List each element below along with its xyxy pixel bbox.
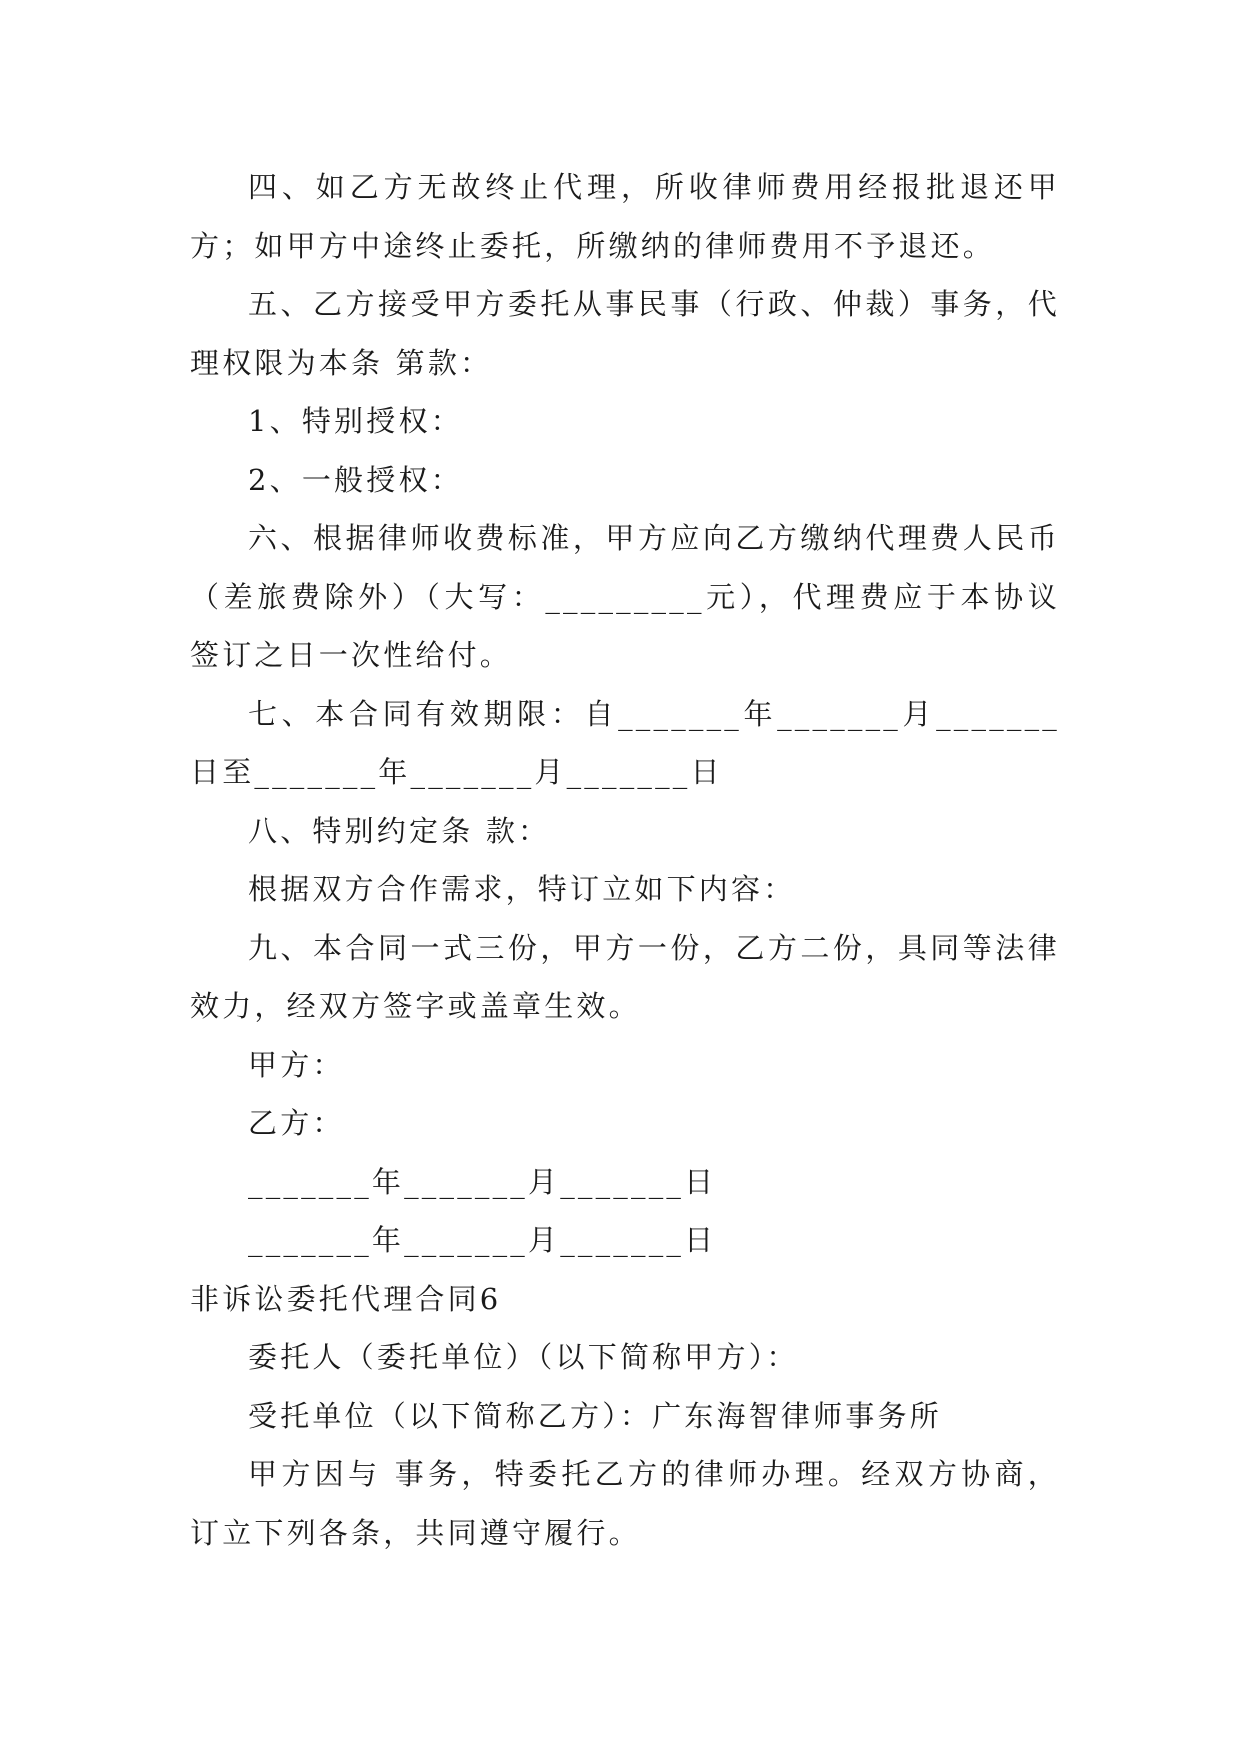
document-body	[190, 158, 1060, 1562]
clause-nine: 九、本合同一式三份，甲方一份，乙方二份，具同等法律效力，经双方签字或盖章生效。	[190, 930, 1060, 1023]
clause-eight: 八、特别约定条 款：	[248, 813, 551, 848]
date-line-b: _______年_______月_______日	[248, 1223, 717, 1257]
section-title: 非诉讼委托代理合同6	[190, 1281, 502, 1316]
client-line: 委托人（委托单位）（以下简称甲方）：	[248, 1340, 799, 1374]
intro-paragraph: 甲方因与 事务，特委托乙方的律师办理。经双方协商，订立下列各条，共同遵守履行。	[190, 1457, 1060, 1550]
cooperation-note: 根据双方合作需求，特订立如下内容：	[248, 872, 796, 906]
clause-five: 五、乙方接受甲方委托从事民事（行政、仲裁）事务，代理权限为本条 第款：	[190, 287, 1060, 380]
clause-seven: 七、本合同有效期限：自_______年_______月_______日至_______年_______月_______日	[190, 696, 1060, 789]
general-authorization: 2、一般授权：	[248, 462, 463, 497]
party-b-signature: 乙方：	[248, 1106, 345, 1140]
clause-six: 六、根据律师收费标准，甲方应向乙方缴纳代理费人民币（差旅费除外）（大写：_________元），代理费应于本协议签订之日一次性给付。	[190, 521, 1060, 672]
clause-four: 四、如乙方无故终止代理，所收律师费用经报批退还甲方；如甲方中途终止委托，所缴纳的律师费用不予退还。	[190, 170, 1060, 263]
date-line-a: _______年_______月_______日	[248, 1164, 717, 1199]
party-a-signature: 甲方：	[248, 1047, 345, 1082]
special-authorization: 1、特别授权：	[248, 404, 463, 438]
trustee-line: 受托单位（以下简称乙方）：广东海智律师事务所	[248, 1398, 942, 1433]
